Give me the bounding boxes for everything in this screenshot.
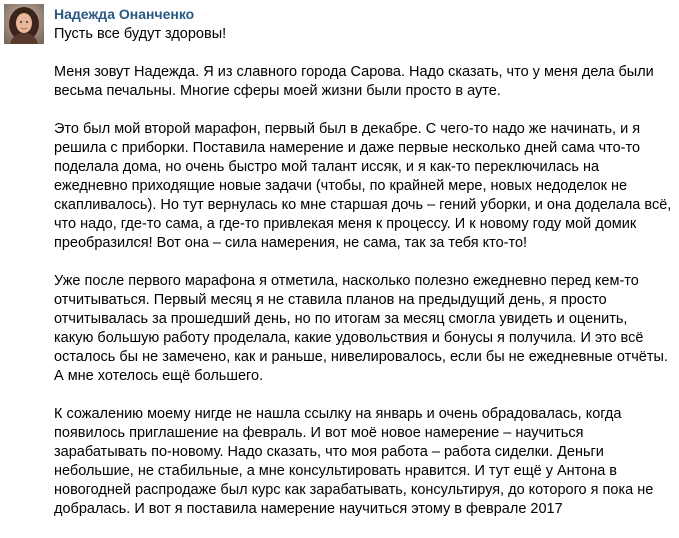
text-line: отчитывалась за прошедший день, но по итогам за месяц смогла увидеть и оценить, xyxy=(54,311,628,327)
text-line: осталось бы не замечено, как и раньше, нивелировалось, если бы не ежедневные отчёты. xyxy=(54,349,668,365)
text-line: решила с приборки. Поставила намерение и даже первые несколько дней сама что-то xyxy=(54,140,641,156)
text-line: что надо, где-то сама, а где-то привлекая меня к процессу. И к новому году мой домик xyxy=(54,216,637,232)
paragraph-3 xyxy=(54,272,676,386)
author-name-link[interactable]: Надежда Онанченко xyxy=(54,6,195,22)
text-line: ежедневно приходящие новые задачи (чтобы, по крайней мере, новых недоделок не xyxy=(54,178,628,194)
text-line: поделала дома, но очень быстро мой талант иссяк, и я как-то переключилась на xyxy=(54,159,600,175)
text-line: Это был мой второй марафон, первый был в декабре. С чего-то надо же начинать, и я xyxy=(54,121,641,137)
paragraph-1 xyxy=(54,63,676,101)
text-line: К сожалению моему нигде не нашла ссылку на январь и очень обрадовалась, когда xyxy=(54,406,622,422)
text-line: преобразился! Вот она – сила намерения, не сама, так за тебя кто-то! xyxy=(54,235,528,251)
text-line: добралась. И вот я поставила намерение научиться этому в феврале 2017 xyxy=(54,501,563,517)
text-line: какую большую работу проделала, какие удовольствия и бонусы я получила. И это всё xyxy=(54,330,644,346)
avatar[interactable] xyxy=(4,4,44,44)
text-line: новогодней распродаже был курс как зарабатывать, консультируя, до которого я пока не xyxy=(54,482,654,498)
text-line: Меня зовут Надежда. Я из славного города Сарова. Надо сказать, что у меня дела были xyxy=(54,64,654,80)
text-line: отчитываться. Первый месяц я не ставила планов на предыдущий день, я просто xyxy=(54,292,607,308)
text-line: небольшие, не стабильные, а мне консультировать нравится. И тут ещё у Антона в xyxy=(54,463,618,479)
text-line: зарабатывать по-новому. Надо сказать, что моя работа – работа сиделки. Деньги xyxy=(54,444,604,460)
text-line: А мне хотелось ещё большего. xyxy=(54,368,264,384)
text-line: появилось приглашение на февраль. И вот моё новое намерение – научиться xyxy=(54,425,584,441)
text-line: Уже после первого марафона я отметила, насколько полезно ежедневно перед кем-то xyxy=(54,273,639,289)
post-body xyxy=(54,63,676,538)
text-line: весьма печальны. Многие сферы моей жизни были просто в ауте. xyxy=(54,83,501,99)
post-greeting: Пусть все будут здоровы! xyxy=(54,26,227,42)
paragraph-4 xyxy=(54,405,676,519)
avatar-image xyxy=(4,4,44,44)
text-line: скапливалось). Но тут вернулась ко мне старшая дочь – гений уборки, и она доделала всё, xyxy=(54,197,672,213)
paragraph-2 xyxy=(54,120,676,253)
